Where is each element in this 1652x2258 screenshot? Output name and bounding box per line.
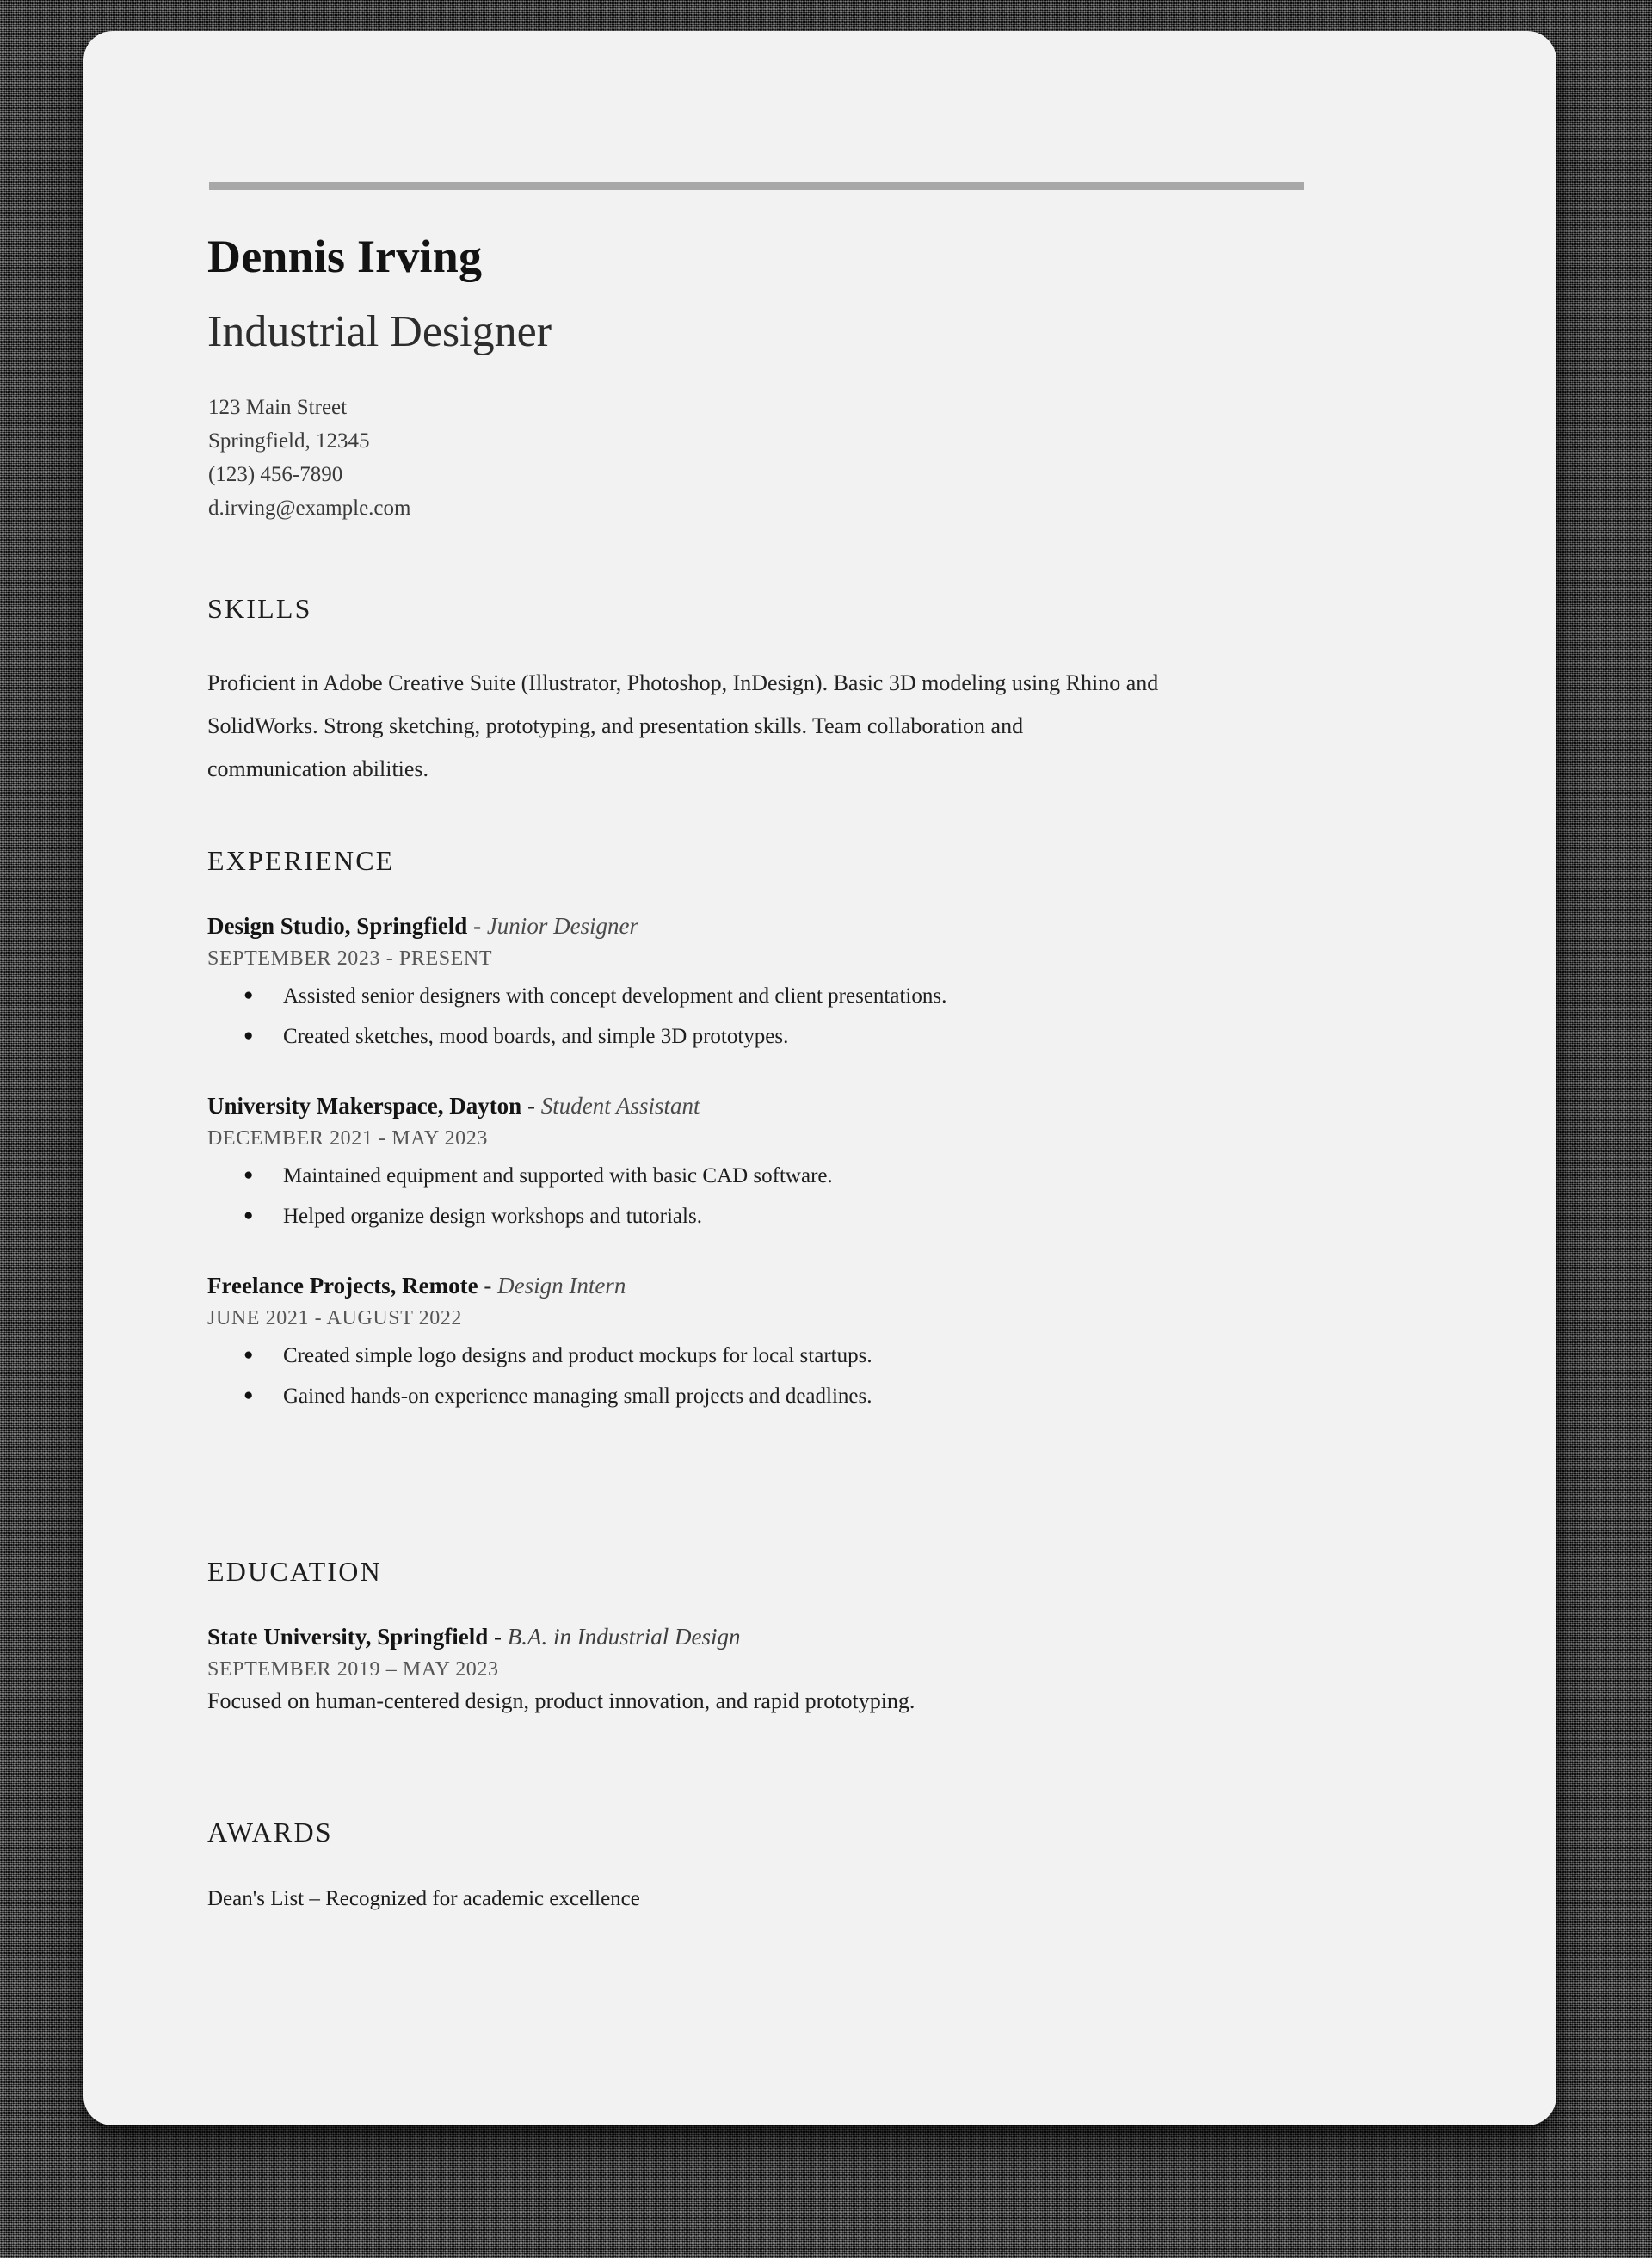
experience-title-line: [207, 913, 1317, 940]
experience-bullets: [207, 976, 1317, 1057]
skills-text: Proficient in Adobe Creative Suite (Illustrator, Photoshop, InDesign). Basic 3D modeling using Rhino and SolidWorks. Strong sketching, prototyping, and presentation skills. Team collaboration and communication abilities.: [207, 670, 1159, 781]
experience-org: Freelance Projects, Remote: [207, 1273, 478, 1299]
experience-item: [207, 1093, 1317, 1237]
list-item: ● Assisted senior designers with concept development and client presentations.: [207, 976, 1317, 1016]
header-divider: [209, 182, 1304, 190]
experience-dates: JUNE 2021 - AUGUST 2022: [207, 1307, 463, 1330]
section-awards: [207, 1817, 1317, 1911]
section-experience: [207, 845, 1317, 1422]
experience-role: Junior Designer: [486, 913, 639, 939]
resume-page: [83, 31, 1556, 2125]
contact-city-zip: Springfield, 12345: [208, 429, 370, 453]
section-heading-skills: SKILLS: [207, 593, 312, 624]
experience-bullets: [207, 1156, 1317, 1237]
education-note: Focused on human-centered design, product innovation, and rapid prototyping.: [207, 1688, 915, 1713]
list-item: ● Maintained equipment and supported with basic CAD software.: [207, 1156, 1317, 1196]
experience-dates: DECEMBER 2021 - MAY 2023: [207, 1127, 488, 1150]
section-heading-experience: EXPERIENCE: [207, 845, 395, 876]
list-item: ● Helped organize design workshops and tutorials.: [207, 1196, 1317, 1237]
section-education: [207, 1556, 1317, 1714]
experience-separator: -: [521, 1093, 541, 1119]
candidate-name: Dennis Irving: [207, 231, 483, 282]
list-item: ● Created simple logo designs and product mockups for local startups.: [207, 1336, 1317, 1376]
experience-dates: SEPTEMBER 2023 - PRESENT: [207, 947, 493, 970]
experience-bullets: [207, 1336, 1317, 1416]
list-item: ● Created sketches, mood boards, and simple 3D prototypes.: [207, 1016, 1317, 1057]
experience-role: Design Intern: [497, 1273, 626, 1299]
contact-street: 123 Main Street: [208, 396, 348, 419]
section-heading-education: EDUCATION: [207, 1556, 382, 1587]
experience-title-line: [207, 1273, 1317, 1299]
list-item: ● Gained hands-on experience managing small projects and deadlines.: [207, 1376, 1317, 1416]
contact-block: [208, 391, 410, 525]
award-item: Dean's List – Recognized for academic excellence: [207, 1887, 640, 1910]
experience-org: University Makerspace, Dayton: [207, 1093, 522, 1119]
section-skills: [207, 593, 1317, 791]
experience-item: [207, 1273, 1317, 1416]
education-school: State University, Springfield: [207, 1624, 489, 1650]
contact-phone: (123) 456-7890: [208, 463, 343, 486]
education-dates: SEPTEMBER 2019 – MAY 2023: [207, 1658, 499, 1681]
experience-item: [207, 913, 1317, 1057]
experience-role: Student Assistant: [540, 1093, 700, 1119]
education-degree: B.A. in Industrial Design: [507, 1624, 741, 1650]
education-title-line: [207, 1624, 1317, 1650]
experience-separator: -: [467, 913, 487, 939]
candidate-job-title: Industrial Designer: [207, 307, 552, 356]
experience-title-line: [207, 1093, 1317, 1120]
section-heading-awards: AWARDS: [207, 1817, 333, 1848]
experience-separator: -: [478, 1273, 498, 1299]
contact-email: d.irving@example.com: [208, 497, 411, 520]
education-separator: -: [488, 1624, 508, 1650]
experience-org: Design Studio, Springfield: [207, 913, 468, 939]
